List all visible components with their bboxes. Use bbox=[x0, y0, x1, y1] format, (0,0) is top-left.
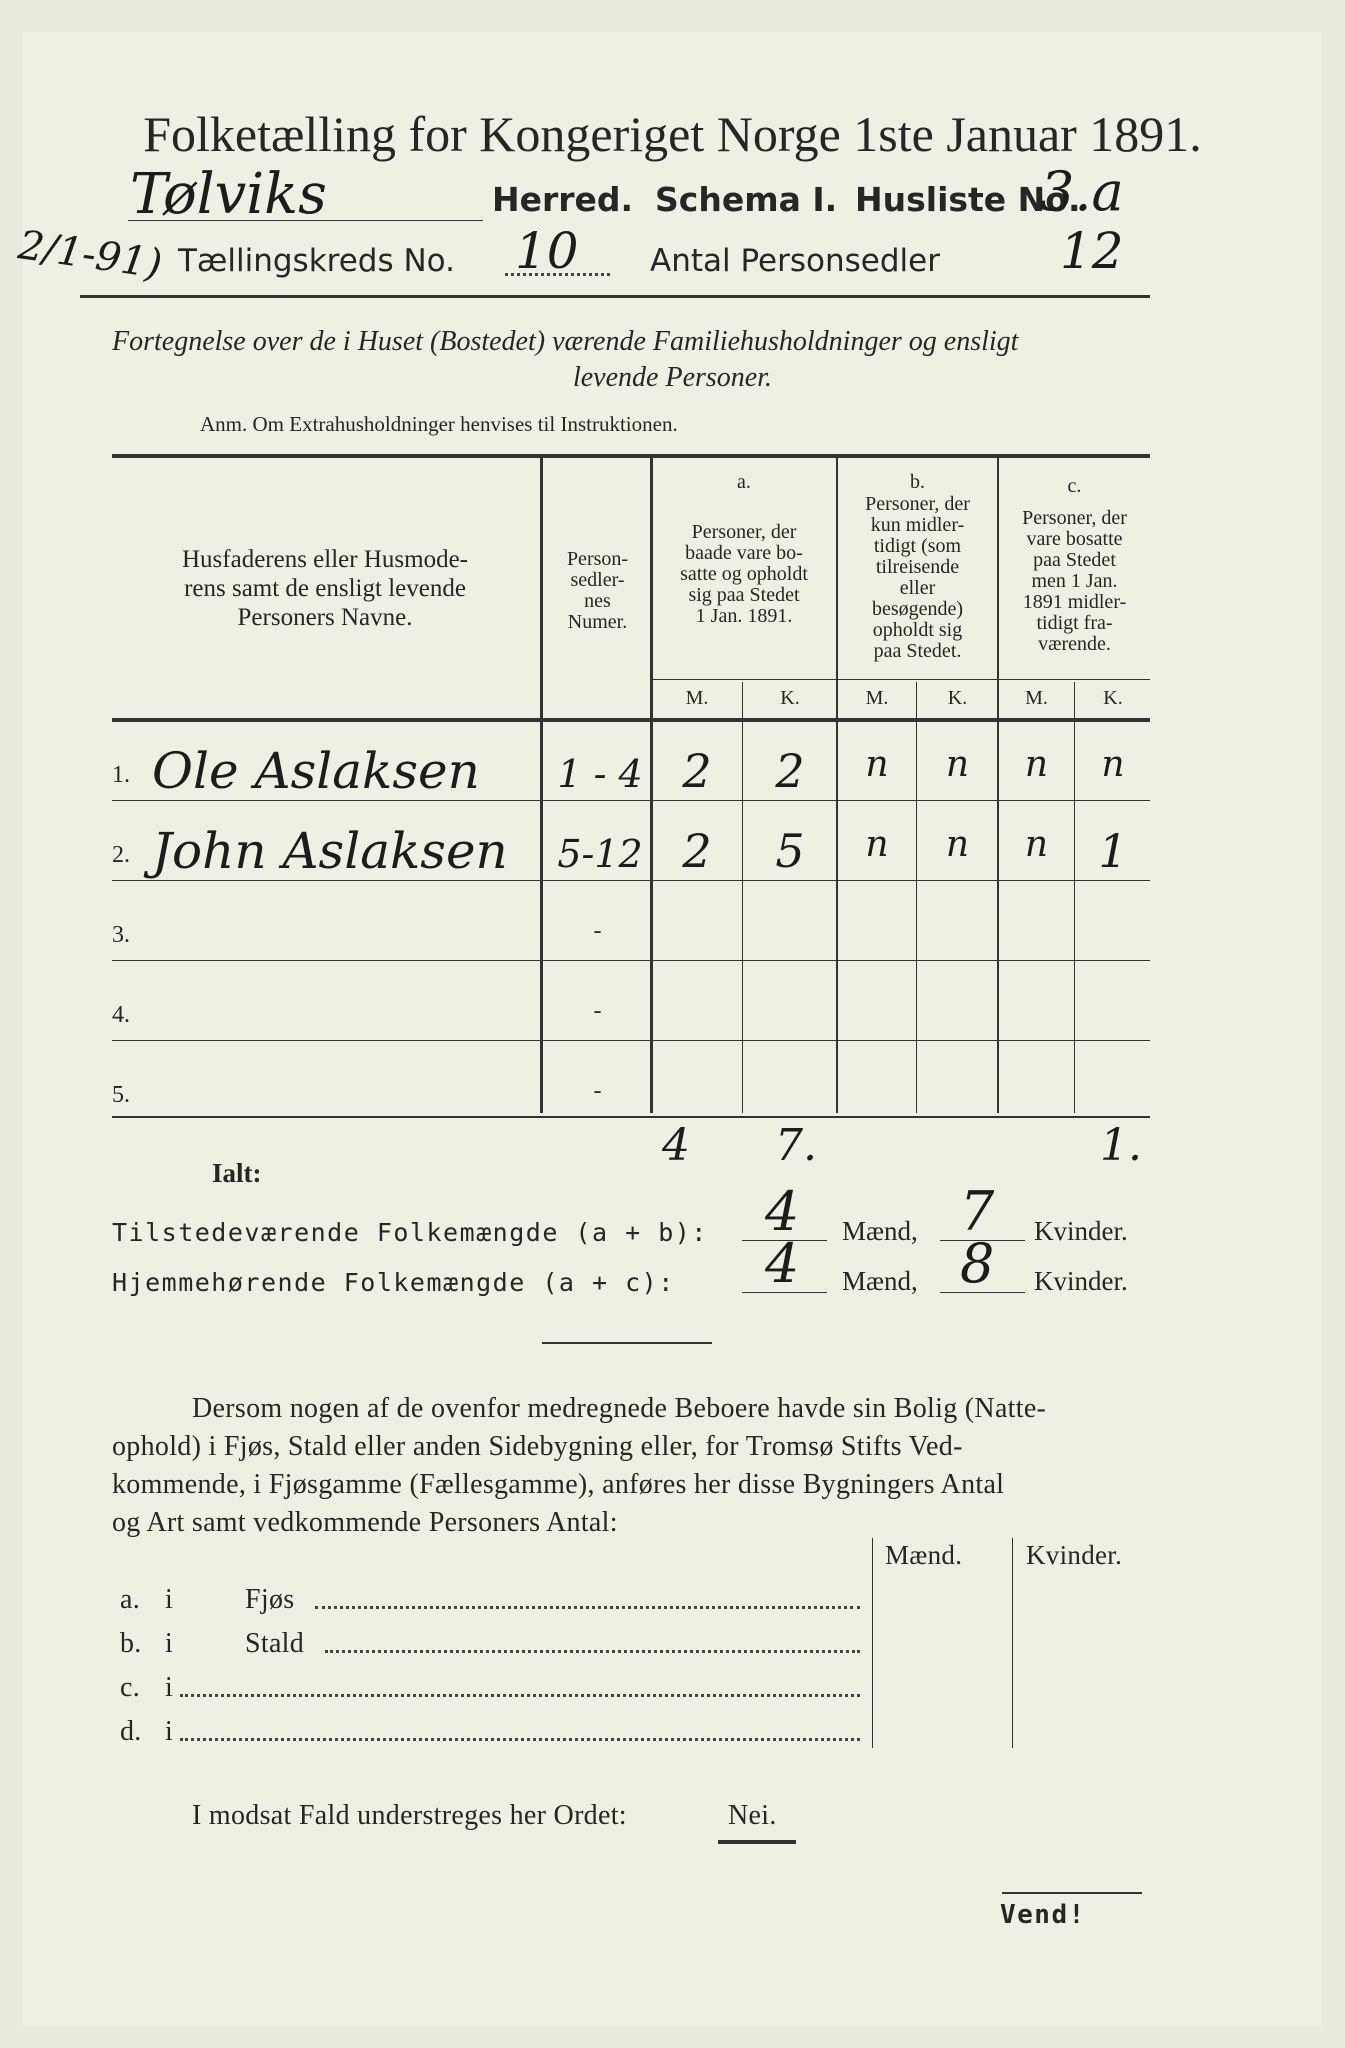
modsat-text: I modsat Fald understreges her Ordet: bbox=[192, 1800, 627, 1831]
building-kvinder-header: Kvinder. bbox=[1026, 1540, 1123, 1570]
row-number: 2. bbox=[112, 842, 130, 868]
nei-underline bbox=[718, 1840, 796, 1844]
col-name-header: Husfaderens eller Husmode- rens samt de ensligt levende Personers Navne. bbox=[181, 546, 468, 631]
nei-word: Nei. bbox=[728, 1800, 777, 1831]
c-k-label: K. bbox=[1103, 687, 1123, 709]
mk-rule bbox=[652, 679, 1150, 680]
building-item-dots bbox=[315, 1606, 860, 1609]
ialt-a-k: 7. bbox=[775, 1120, 817, 1171]
building-item-letter: b. bbox=[120, 1628, 142, 1659]
c-k-value: n bbox=[1101, 744, 1125, 785]
personsedler-numer: - bbox=[593, 918, 602, 944]
tilstede-kvinder-value: 7 bbox=[960, 1180, 995, 1243]
husliste-label: Husliste No. bbox=[855, 180, 1081, 219]
vend-text: Vend! bbox=[1000, 1900, 1086, 1930]
hjemme-maend-line bbox=[742, 1292, 827, 1293]
herred-label: Herred. bbox=[492, 180, 634, 219]
header-rule bbox=[80, 295, 1150, 298]
table-bottom-rule bbox=[112, 1116, 1150, 1118]
col-divider-name bbox=[540, 458, 543, 1113]
vend-rule bbox=[1002, 1892, 1142, 1894]
b-k-label: K. bbox=[947, 687, 968, 709]
row-number: 5. bbox=[112, 1082, 130, 1108]
kreds-dots bbox=[505, 273, 610, 276]
c-m-value: n bbox=[1024, 744, 1049, 785]
ialt-label: Ialt: bbox=[212, 1158, 262, 1188]
kreds-label: Tællingskreds No. bbox=[178, 243, 455, 279]
building-item-label: Fjøs bbox=[245, 1584, 295, 1615]
b-m-label: M. bbox=[865, 687, 889, 709]
tilstede-maend-value: 4 bbox=[765, 1180, 800, 1243]
a-m-value: 2 bbox=[682, 744, 712, 798]
husliste-value: 3.a bbox=[1040, 160, 1124, 223]
ialt-c-k: 1. bbox=[1100, 1120, 1142, 1171]
date-note: 2/1-91) bbox=[15, 222, 165, 288]
building-item-dots bbox=[325, 1650, 860, 1653]
table-header-rule bbox=[112, 718, 1150, 722]
col-a-header: Personer, der baade vare bo- satte og opholdt sig paa Stedet 1 Jan. 1891. bbox=[680, 521, 808, 627]
b-m-value: n bbox=[865, 744, 889, 785]
hjemme-kvinder-line bbox=[940, 1292, 1025, 1293]
personsedler-numer: 1 - 4 bbox=[557, 752, 643, 796]
hjemme-maend-label: Mænd, bbox=[842, 1266, 918, 1296]
personsedler-numer: 5-12 bbox=[557, 832, 643, 876]
col-divider-c-mk bbox=[1074, 682, 1075, 1113]
building-item-letter: d. bbox=[120, 1716, 142, 1747]
person-name: John Aslaksen bbox=[152, 822, 508, 880]
hjemme-maend-value: 4 bbox=[765, 1232, 800, 1295]
form-title: Folketælling for Kongeriget Norge 1ste Januar 1891. bbox=[143, 106, 1202, 162]
personsedler-numer: - bbox=[593, 998, 602, 1024]
row-number: 4. bbox=[112, 1002, 130, 1028]
col-b-header: Personer, der kun midler- tidigt (som tilreisende eller besøgende) opholdt sig paa Stedet. bbox=[865, 493, 970, 662]
tilstede-kvinder-label: Kvinder. bbox=[1034, 1216, 1128, 1246]
hjemme-label: Hjemmehørende Folkemængde (a + c): bbox=[112, 1268, 675, 1297]
col-c-letter: c. bbox=[1067, 475, 1082, 497]
a-k-label: K. bbox=[780, 687, 800, 709]
antal-value: 12 bbox=[1060, 222, 1124, 280]
anm-note: Anm. Om Extrahusholdninger henvises til Instruktionen. bbox=[200, 412, 678, 436]
building-item-prep: i bbox=[165, 1672, 174, 1703]
building-item-prep: i bbox=[165, 1716, 174, 1747]
row-rule-3 bbox=[112, 960, 1150, 961]
intro-line2: levende Personer. bbox=[572, 362, 773, 393]
building-item-prep: i bbox=[165, 1584, 174, 1615]
herred-underline bbox=[128, 220, 483, 221]
hjemme-kvinder-label: Kvinder. bbox=[1034, 1266, 1128, 1296]
a-m-label: M. bbox=[685, 687, 709, 709]
table-top-rule bbox=[112, 454, 1150, 458]
herred-value: Tølviks bbox=[130, 162, 327, 227]
tilstede-maend-label: Mænd, bbox=[842, 1216, 918, 1246]
row-rule-4 bbox=[112, 1040, 1150, 1041]
c-k-value: 1 bbox=[1098, 824, 1128, 878]
col-a-letter: a. bbox=[737, 471, 751, 493]
row-rule-1 bbox=[112, 800, 1150, 801]
row-rule-2 bbox=[112, 880, 1150, 881]
b-k-value: n bbox=[945, 824, 970, 865]
building-item-prep: i bbox=[165, 1628, 174, 1659]
a-k-value: 2 bbox=[775, 744, 805, 798]
b-m-value: n bbox=[865, 824, 889, 865]
building-maend-header: Mænd. bbox=[885, 1540, 963, 1570]
col-num-header: Person- sedler- nes Numer. bbox=[566, 548, 629, 633]
building-item-dots bbox=[180, 1694, 860, 1697]
row-number: 3. bbox=[112, 922, 130, 948]
intro-line1: Fortegnelse over de i Huset (Bostedet) værende Familiehusholdninger og ensligt bbox=[112, 326, 1019, 357]
c-m-label: M. bbox=[1025, 687, 1048, 709]
antal-label: Antal Personsedler bbox=[650, 243, 940, 279]
tilstede-label: Tilstedeværende Folkemængde (a + b): bbox=[112, 1218, 708, 1247]
personsedler-numer: - bbox=[593, 1078, 602, 1104]
building-item-letter: a. bbox=[120, 1584, 141, 1615]
person-name: Ole Aslaksen bbox=[152, 742, 480, 800]
b-k-value: n bbox=[945, 744, 970, 785]
col-c-header: Personer, der vare bosatte paa Stedet men 1 Jan. 1891 midler- tidigt fra- værende. bbox=[1022, 507, 1127, 655]
row-number: 1. bbox=[112, 762, 130, 788]
building-col-divider-1 bbox=[872, 1538, 873, 1748]
building-item-label: Stald bbox=[245, 1628, 305, 1659]
hjemme-kvinder-value: 8 bbox=[960, 1232, 995, 1295]
building-item-letter: c. bbox=[120, 1672, 141, 1703]
building-paragraph: Dersom nogen af de ovenfor medregnede Beboere havde sin Bolig (Natte- ophold) i Fjøs, Stald eller anden Sidebygning eller, for Tromsø Stifts Ved- kommende, i Fjøsgamme (Fællesgamme), anføres her disse Bygningers Antal og Art samt vedkommende Personers Antal: bbox=[112, 1393, 1047, 1538]
col-b-letter: b. bbox=[910, 471, 925, 493]
building-col-divider-2 bbox=[1012, 1538, 1013, 1748]
section-divider bbox=[542, 1342, 712, 1344]
ialt-a-m: 4 bbox=[662, 1120, 690, 1171]
a-m-value: 2 bbox=[682, 824, 712, 878]
col-divider-b-mk bbox=[916, 682, 917, 1113]
c-m-value: n bbox=[1024, 824, 1049, 865]
kreds-value: 10 bbox=[515, 222, 579, 280]
schema-label: Schema I. bbox=[655, 180, 838, 219]
col-divider-a-mk bbox=[742, 682, 743, 1113]
building-item-dots bbox=[180, 1738, 860, 1741]
a-k-value: 5 bbox=[775, 824, 805, 878]
